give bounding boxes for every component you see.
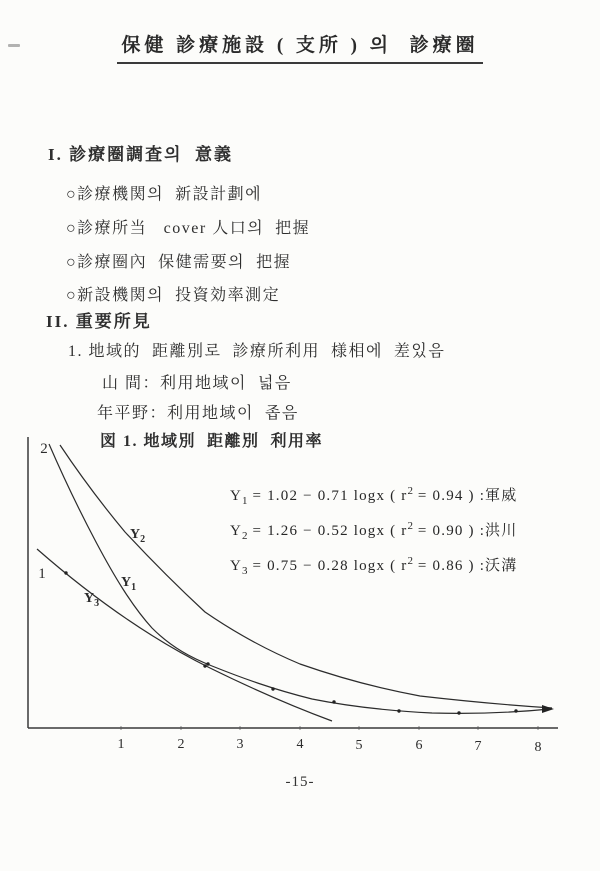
curve-markers <box>64 571 554 714</box>
eq3-tail: = 0.86 ) :沃溝 <box>412 558 518 574</box>
section-2-item-1: 1. 地域的 距離別로 診療所利用 様相에 差있음 <box>68 343 446 360</box>
page-title <box>0 30 600 64</box>
sub-item-plain: 年平野：利用地域이 좁음 <box>97 405 299 422</box>
x-tick-2: 2 <box>177 737 185 752</box>
x-tick-6: 6 <box>415 738 423 753</box>
eq3-lead: Y <box>230 558 243 574</box>
bullet-cover-population: ○診療所当 cover 人口의 把握 <box>66 220 311 237</box>
sub-item-mountain: 山 間：利用地域이 넓음 <box>102 375 292 392</box>
x-tick-7: 7 <box>474 739 482 754</box>
curve-label-y3: $Y_3$ <box>84 591 100 609</box>
eq1-sub: 1 <box>242 495 248 507</box>
y-tick-2: 2 <box>40 441 48 457</box>
x-tick-8: 8 <box>534 740 542 755</box>
eq1-sup: 2 <box>407 485 413 497</box>
x-tick-1: 1 <box>117 737 125 752</box>
curve-label-y1: $Y_1$ <box>121 575 137 593</box>
eq2-sup: 2 <box>407 520 413 532</box>
curve-y3 <box>37 549 332 721</box>
bullet-new-plan: ○診療機関의 新設計劃에 <box>66 186 263 203</box>
x-tick-3: 3 <box>236 737 244 752</box>
eq1-mid: = 1.02 − 0.71 logx ( r <box>247 488 408 504</box>
section-2-heading: II. 重要所見 <box>46 312 152 331</box>
eq3-mid: = 0.75 − 0.28 logx ( r <box>247 558 408 574</box>
figure-1-chart <box>0 430 600 760</box>
eq2-lead: Y <box>230 523 243 539</box>
curve-label-y2: $Y_2$ <box>130 527 146 545</box>
x-tick-4: 4 <box>296 737 304 752</box>
eq3-sub: 3 <box>242 565 248 577</box>
bullet-investment-efficiency: ○新設機関의 投資効率測定 <box>66 287 281 304</box>
eq2-tail: = 0.90 ) :洪川 <box>412 523 518 539</box>
bullet-health-needs: ○診療圈內 保健需要의 把握 <box>66 254 292 271</box>
eq1-tail: = 0.94 ) :軍威 <box>412 488 518 504</box>
eq2-sub: 2 <box>242 530 248 542</box>
eq2-mid: = 1.26 − 0.52 logx ( r <box>247 523 408 539</box>
y-tick-1: 1 <box>38 566 46 582</box>
eq1-lead: Y <box>230 488 243 504</box>
page-number: -15- <box>285 774 315 790</box>
section-1-heading: I. 診療圈調査의 意義 <box>48 145 234 164</box>
eq3-sup: 2 <box>407 555 413 567</box>
page-title-text: 保健 診療施設 ( 支所 ) 의 診療圈 <box>117 30 482 64</box>
x-tick-5: 5 <box>355 738 363 753</box>
curve-y2 <box>60 445 552 708</box>
figure-caption: 図 1. 地域別 距離別 利用率 <box>100 433 324 450</box>
curve-end-arrow <box>542 705 554 713</box>
